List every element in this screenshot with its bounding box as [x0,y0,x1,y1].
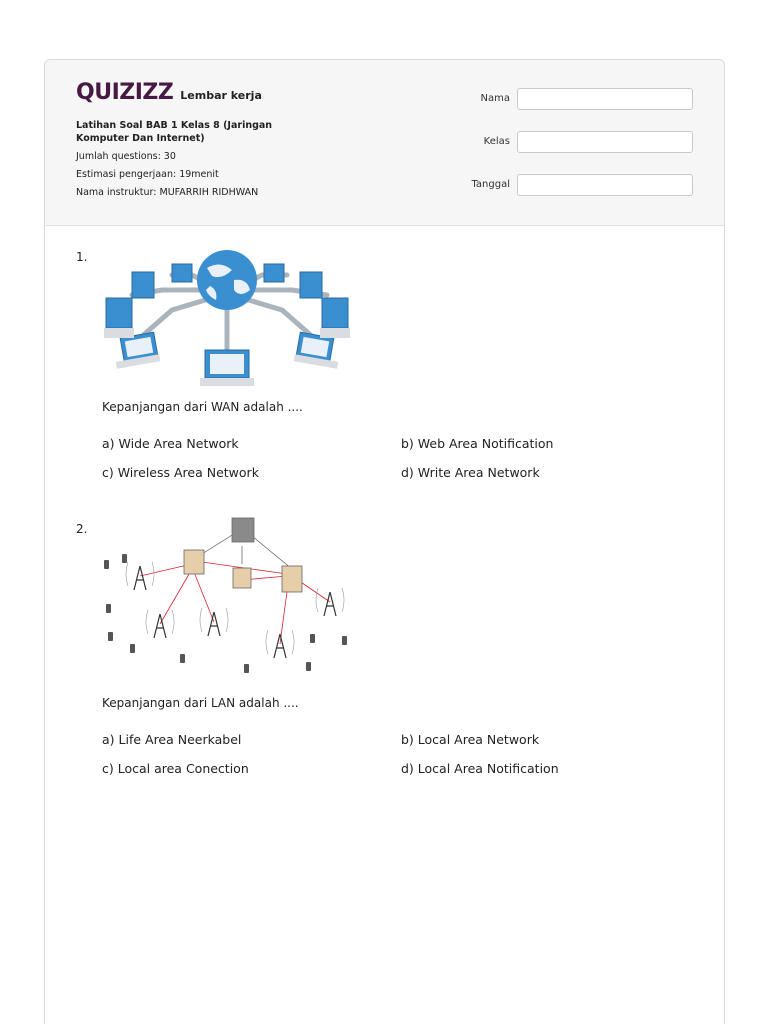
name-field-row [445,88,695,111]
option-b[interactable]: b) Web Area Notification [401,436,554,451]
name-input[interactable] [517,88,693,110]
wan-network-illustration [102,250,352,395]
option-c[interactable]: c) Local area Conection [102,761,249,776]
name-label: Nama [480,93,510,104]
class-input[interactable] [517,131,693,153]
question-2 [76,520,696,790]
worksheet [44,59,725,1024]
option-b[interactable]: b) Local Area Network [401,732,540,747]
question-1 [76,250,696,500]
question-text: Kepanjangan dari LAN adalah .... [102,696,299,710]
date-label: Tanggal [471,179,510,190]
cellular-network-diagram [102,514,352,686]
worksheet-header [45,60,724,226]
class-field-row [445,131,695,154]
worksheet-title: Latihan Soal BAB 1 Kelas 8 (Jaringan Komputer Dan Internet) [76,120,273,144]
option-a[interactable]: a) Life Area Neerkabel [102,732,242,747]
instructor-name: Nama instruktur: MUFARRIH RIDHWAN [76,187,259,198]
student-fields [445,88,695,217]
option-a[interactable]: a) Wide Area Network [102,436,239,451]
question-text: Kepanjangan dari WAN adalah .... [102,400,303,414]
option-d[interactable]: d) Write Area Network [401,465,540,480]
option-c[interactable]: c) Wireless Area Network [102,465,259,480]
logo-subtitle: Lembar kerja [180,89,262,102]
quizizz-logo [76,80,262,105]
time-estimate: Estimasi pengerjaan: 19menit [76,169,219,180]
question-number: 1. [76,250,88,264]
class-label: Kelas [483,136,510,147]
worksheet-meta [76,119,306,204]
questions-count: Jumlah questions: 30 [76,151,176,162]
date-input[interactable] [517,174,693,196]
date-field-row [445,174,695,197]
option-d[interactable]: d) Local Area Notification [401,761,559,776]
question-number: 2. [76,522,88,536]
logo-wordmark: QUIZIZZ [76,80,174,105]
